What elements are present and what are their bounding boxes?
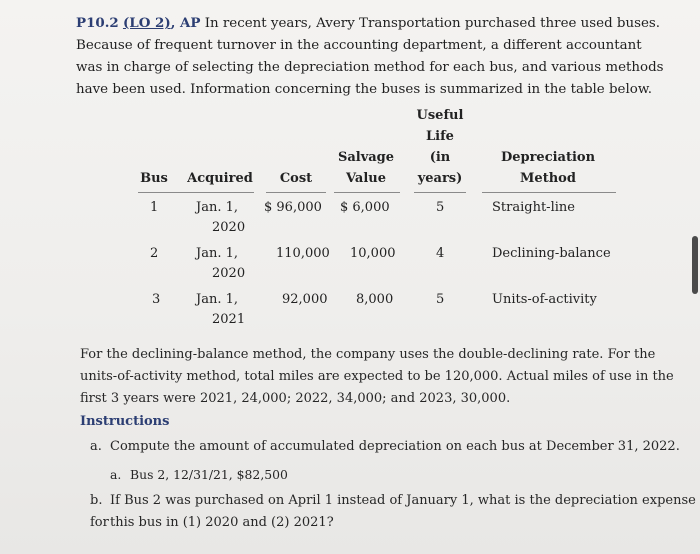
header-rule-bus-acquired <box>138 192 254 193</box>
row-2-bus: 2 <box>150 246 159 261</box>
problem-tag: , AP <box>170 15 201 31</box>
row-1-acquired-year: 2020 <box>212 220 246 235</box>
row-3-acquired: Jan. 1, <box>196 292 239 307</box>
header-cost: Cost <box>279 171 313 186</box>
problem-intro <box>76 12 670 101</box>
instruction-a <box>90 436 680 458</box>
scroll-handle[interactable] <box>692 236 698 294</box>
header-method-2: Method <box>520 171 576 186</box>
header-life-3: (in <box>429 150 451 165</box>
row-2-acquired-year: 2020 <box>212 266 246 281</box>
instruction-a-answer-label: a. <box>110 467 122 482</box>
header-rule-salvage <box>334 192 400 193</box>
instruction-a-text: Compute the amount of accumulated depreciation on each bus at December 31, 2022. <box>110 439 680 454</box>
row-2-acquired: Jan. 1, <box>196 246 239 261</box>
bus-data-table <box>130 104 630 334</box>
row-1-bus: 1 <box>150 200 159 215</box>
instruction-a-answer <box>110 464 288 486</box>
header-bus: Bus <box>140 171 168 186</box>
notes-paragraph: For the declining-balance method, the company uses the double-declining rate. For the units-of-activity method, total miles are expected to be 120,000. Actual miles of use in the first 3 years were 2021, 24,000; 2022, 34,000; and 2023, 30,000. <box>80 347 674 406</box>
header-rule-life <box>414 192 466 193</box>
row-3-salvage: 8,000 <box>356 292 394 307</box>
row-1-cost: $ 96,000 <box>264 200 322 215</box>
row-2-method: Declining-balance <box>492 246 611 261</box>
row-1-life: 5 <box>436 200 445 215</box>
intro-text: In recent years, Avery Transportation purchased three used buses. Because of frequent turnover in the accounting department, a different accountant was in charge of selecting the depreciation method for each bus, and various methods have been used. Information concerning the buses is summarized in the table below. <box>76 16 664 97</box>
row-2-life: 4 <box>436 246 445 261</box>
row-3-method: Units-of-activity <box>492 292 597 307</box>
row-1-acquired: Jan. 1, <box>196 200 239 215</box>
instruction-a-label: a. <box>90 439 102 454</box>
problem-id: P10.2 <box>76 15 119 31</box>
header-rule-method <box>482 192 616 193</box>
header-acquired: Acquired <box>187 171 253 186</box>
instruction-b-text: If Bus 2 was purchased on April 1 instead of January 1, what is the depreciation expense for <box>90 493 696 530</box>
learning-objective-link[interactable]: (LO 2) <box>122 15 171 31</box>
header-rule-cost <box>266 192 326 193</box>
row-1-salvage: $ 6,000 <box>340 200 390 215</box>
row-3-life: 5 <box>436 292 445 307</box>
header-salvage-1: Salvage <box>337 150 395 165</box>
instruction-b-continued: this bus in (1) 2020 and (2) 2021? <box>110 515 334 530</box>
header-method-1: Depreciation <box>500 150 596 165</box>
instructions-heading: Instructions <box>80 414 170 429</box>
row-2-cost: 110,000 <box>276 246 330 261</box>
row-3-bus: 3 <box>152 292 161 307</box>
row-3-acquired-year: 2021 <box>212 312 246 327</box>
row-1-method: Straight-line <box>492 200 575 215</box>
row-3-cost: 92,000 <box>282 292 328 307</box>
instruction-a-answer-text: Bus 2, 12/31/21, $82,500 <box>130 467 288 482</box>
row-2-salvage: 10,000 <box>350 246 396 261</box>
header-life-4: years) <box>417 171 463 186</box>
header-life-2: Life <box>426 129 454 144</box>
instruction-b-label: b. <box>90 493 103 508</box>
header-life-1: Useful <box>416 108 464 123</box>
header-salvage-2: Value <box>346 171 386 186</box>
